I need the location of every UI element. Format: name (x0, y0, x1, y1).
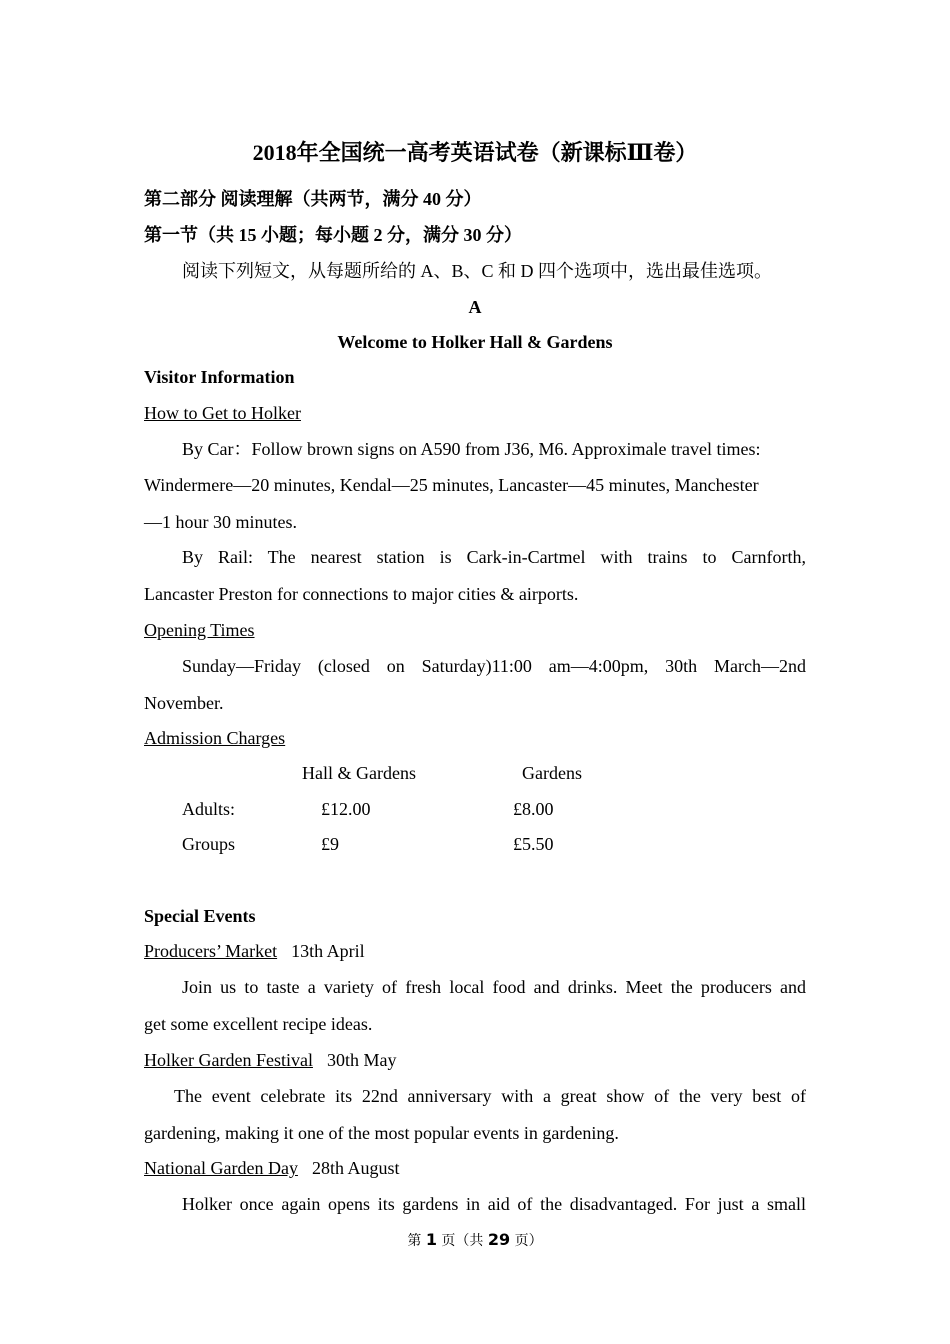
event-name: Producers’ Market (144, 941, 278, 961)
row-label-adults: Adults: (182, 799, 236, 819)
event-description-line-1: The event celebrate its 22nd anniversary with a great show of the very best of (174, 1086, 806, 1106)
opening-times-line-2: November. (144, 693, 224, 713)
passage-title: Welcome to Holker Hall & Gardens (337, 332, 613, 352)
event-title (144, 1049, 806, 1071)
row-label-groups: Groups (182, 834, 235, 854)
price-groups-hall: £9 (321, 834, 339, 854)
special-events-heading: Special Events (144, 906, 256, 926)
column-header-gardens: Gardens (522, 763, 582, 783)
event-date: 28th August (311, 1158, 400, 1178)
by-car-line-1: By Car：Follow brown signs on A590 from J36, M6. Approximale travel times: (182, 439, 761, 459)
how-to-get-heading: How to Get to Holker (144, 403, 301, 423)
event-title (144, 940, 806, 962)
passage-label: A (468, 297, 482, 317)
visitor-info-heading: Visitor Information (144, 367, 295, 387)
event-name: National Garden Day (144, 1158, 298, 1178)
section-heading: 第一节（共 15 小题；每小题 2 分，满分 30 分） (144, 225, 522, 245)
admission-heading: Admission Charges (144, 728, 286, 748)
page-title: 2018年全国统一高考英语试卷（新课标Ⅲ卷） (252, 140, 698, 165)
by-rail-line-1: By Rail: The nearest station is Cark-in-Cartmel with trains to Carnforth, (182, 547, 806, 567)
price-groups-gardens: £5.50 (513, 834, 554, 854)
event-description-line-2: get some excellent recipe ideas. (144, 1014, 373, 1034)
price-adults-gardens: £8.00 (513, 799, 554, 819)
by-car-line-2: Windermere—20 minutes, Kendal—25 minutes, Lancaster—45 minutes, Manchester (144, 475, 759, 495)
event-description-line-1: Join us to taste a variety of fresh local food and drinks. Meet the producers and (182, 977, 806, 997)
page-footer: 第 1 页（共 29 页） (407, 1230, 543, 1249)
column-header-hall-gardens: Hall & Gardens (302, 763, 416, 783)
by-car-line-3: —1 hour 30 minutes. (144, 512, 297, 532)
opening-times-line-1: Sunday—Friday (closed on Saturday)11:00 am—4:00pm, 30th March—2nd (182, 656, 806, 676)
event-description-line-2: gardening, making it one of the most popular events in gardening. (144, 1123, 619, 1143)
event-date: 30th May (326, 1050, 397, 1070)
part-heading: 第二部分 阅读理解（共两节，满分 40 分） (144, 189, 482, 209)
page-total: 29 (487, 1230, 511, 1249)
opening-times-heading: Opening Times (144, 620, 255, 640)
event-description-line-1: Holker once again opens its gardens in aid of the disadvantaged. For just a small (182, 1194, 806, 1214)
price-adults-hall: £12.00 (321, 799, 371, 819)
by-rail-line-2: Lancaster Preston for connections to major cities & airports. (144, 584, 579, 604)
instructions: 阅读下列短文，从每题所给的 A、B、C 和 D 四个选项中，选出最佳选项。 (182, 261, 773, 281)
event-name: Holker Garden Festival (144, 1050, 313, 1070)
page-number: 1 (425, 1230, 437, 1249)
event-title (144, 1157, 806, 1179)
event-date: 13th April (291, 941, 365, 961)
